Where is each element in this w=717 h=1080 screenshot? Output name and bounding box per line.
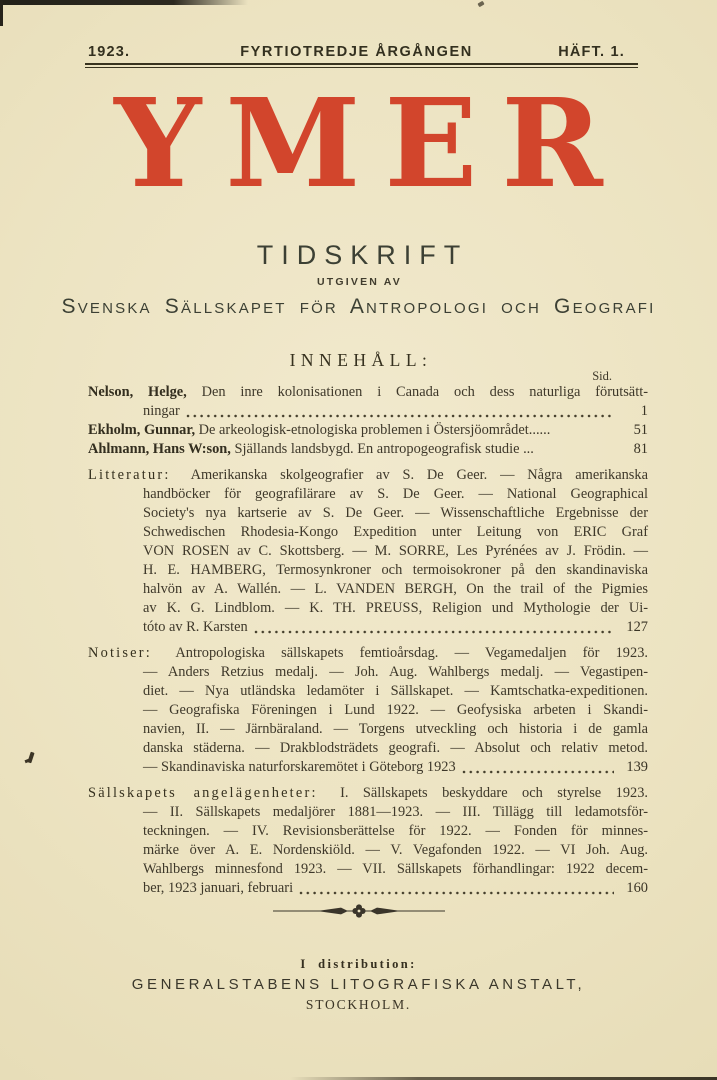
toc-line: danska städerna. — Drakblodsträdets geografi. — Absolut och relativ metod. xyxy=(143,740,648,756)
toc-page-column-label: Sid. xyxy=(592,369,612,383)
toc-line: Schwedischen Rhodesia-Kongo Expedition unter Leitung von ERIC Graf xyxy=(143,524,648,540)
toc-entry xyxy=(88,784,648,898)
toc-line: Nelson, Helge, Den inre kolonisationen i Canada och dess naturliga förutsätt- xyxy=(88,384,648,400)
masthead-volume: FYRTIOTREDJE ÅRGÅNGEN xyxy=(240,44,473,60)
toc-line: Sällskapets angelägenheter: I. Sällskapets beskyddare och styrelse 1923. xyxy=(88,785,649,801)
printer-name: GENERALSTABENS LITOGRAFISKA ANSTALT, xyxy=(131,976,586,993)
toc-entry-label: Ahlmann, Hans W:son, xyxy=(88,441,231,457)
toc-heading: INNEHÅLL: xyxy=(289,350,433,370)
toc-entry-label: Notiser: xyxy=(88,645,152,661)
toc-page-number: 81 xyxy=(633,441,648,457)
toc-page-number: 160 xyxy=(626,880,648,896)
toc-line: handböcker för geografilärare av S. De Geer. — National Geographical xyxy=(143,486,648,502)
toc-entry-text: Ahlmann, Hans W:son, Själlands landsbygd. En antropogeografisk studie ... xyxy=(88,441,534,457)
toc-line xyxy=(143,758,648,777)
toc-page-number: 1 xyxy=(640,403,648,419)
toc-line: Society's nya kartserie av S. De Geer. — Wissenschaftliche Ergebnisse der xyxy=(143,505,648,521)
toc-entry xyxy=(88,644,648,777)
scan-edge-artifact xyxy=(0,0,3,26)
toc-line xyxy=(143,618,648,637)
toc-entry-text: ningar xyxy=(143,403,180,419)
toc-page-number: 139 xyxy=(626,759,648,775)
scan-edge-artifact xyxy=(0,0,248,5)
ink-speck xyxy=(27,752,34,764)
printer-city: STOCKHOLM. xyxy=(305,997,412,1012)
toc-entry-label: Sällskapets angelägenheter: xyxy=(88,785,318,801)
toc-entry-label: Ekholm, Gunnar, xyxy=(88,422,196,438)
toc-line: VON ROSEN av C. Skottsberg. — M. SORRE, Les Pyrénées av J. Frödin. — xyxy=(143,543,648,559)
issued-by-label: UTGIVEN AV xyxy=(316,276,402,288)
dot-leader xyxy=(254,630,614,634)
toc-page-number: 51 xyxy=(633,422,648,438)
toc-page-number: 127 xyxy=(626,619,648,635)
toc-line xyxy=(143,879,648,898)
toc-entry-text: Ekholm, Gunnar, De arkeologisk-etnologiska problemen i Östersjöområdet...... xyxy=(88,422,551,438)
toc-line: Notiser: Antropologiska sällskapets femtioårsdag. — Vegamedaljen för 1923. xyxy=(88,645,648,661)
toc-line: — Anders Retzius medalj. — Joh. Aug. Wahlbergs medalj. — Vegastipen- xyxy=(143,664,648,680)
divider-ornament-icon xyxy=(273,903,445,919)
divider-ornament xyxy=(0,903,717,924)
toc-line xyxy=(143,402,648,421)
toc-entry xyxy=(88,440,648,459)
masthead xyxy=(88,44,625,62)
toc-line: diet. — Nya utländska ledamöter i Sällskapet. — Kamtschatka-expeditionen. xyxy=(143,683,648,699)
dot-leader xyxy=(299,891,614,895)
toc-line: märke över A. E. Nordenskiöld. — V. Vegafonden 1922. — VI Joh. Aug. xyxy=(143,842,648,858)
ink-speck xyxy=(477,1,484,7)
toc-line: navien, II. — Järnbäraland. — Torgens utveckling och historia i de gamla xyxy=(143,721,648,737)
toc-line: teckningen. — IV. Revisionsberättelse för 1922. — Fonden för minnes- xyxy=(143,823,648,839)
toc-entry xyxy=(88,383,648,421)
toc-line: Litteratur: Amerikanska skolgeografier av S. De Geer. — Några amerikanska xyxy=(88,467,648,483)
masthead-double-rule xyxy=(85,63,638,68)
toc-line xyxy=(88,440,648,459)
distribution-label: I distribution: xyxy=(300,957,417,971)
society-name: Svenska Sällskapet för Antropologi och Geografi xyxy=(61,295,656,318)
journal-title: YMER xyxy=(114,71,627,215)
masthead-year: 1923. xyxy=(88,44,131,60)
toc-line xyxy=(88,421,648,440)
toc-line: halvön av A. Wallén. — L. VANDEN BERGH, On the trail of the Pigmies xyxy=(143,581,648,597)
toc-line: H. E. HAMBERG, Termosynkroner och termoisokroner på den skandinaviska xyxy=(143,562,648,578)
toc-entry-text: ber, 1923 januari, februari xyxy=(143,880,294,896)
toc-line: av K. G. Lindblom. — K. TH. PREUSS, Religion und Mythologie der Ui- xyxy=(143,600,648,616)
toc-entry-text: — Skandinaviska naturforskaremötet i Göteborg 1923 xyxy=(143,759,456,775)
toc-line: — Geografiska Föreningen i Lund 1922. — Geofysiska arbeten i Skandi- xyxy=(143,702,648,718)
toc-entry-label: Nelson, Helge, xyxy=(88,384,187,400)
toc-entry xyxy=(88,466,648,637)
toc-entries xyxy=(88,383,648,898)
toc-entry xyxy=(88,421,648,440)
dot-leader xyxy=(186,414,614,418)
journal-subtitle: TIDSKRIFT xyxy=(256,240,469,270)
toc-line: Wahlbergs minnesfond 1923. — VII. Sällskapets förhandlingar: 1922 decem- xyxy=(143,861,648,877)
masthead-issue: HÄFT. 1. xyxy=(558,44,625,60)
toc-entry-label: Litteratur: xyxy=(88,467,171,483)
toc-entry-text: tóto av R. Karsten xyxy=(143,619,248,635)
toc-line: — II. Sällskapets medaljörer 1881—1923. — III. Tillägg till ledamotsför- xyxy=(143,804,648,820)
dot-leader xyxy=(462,770,614,774)
